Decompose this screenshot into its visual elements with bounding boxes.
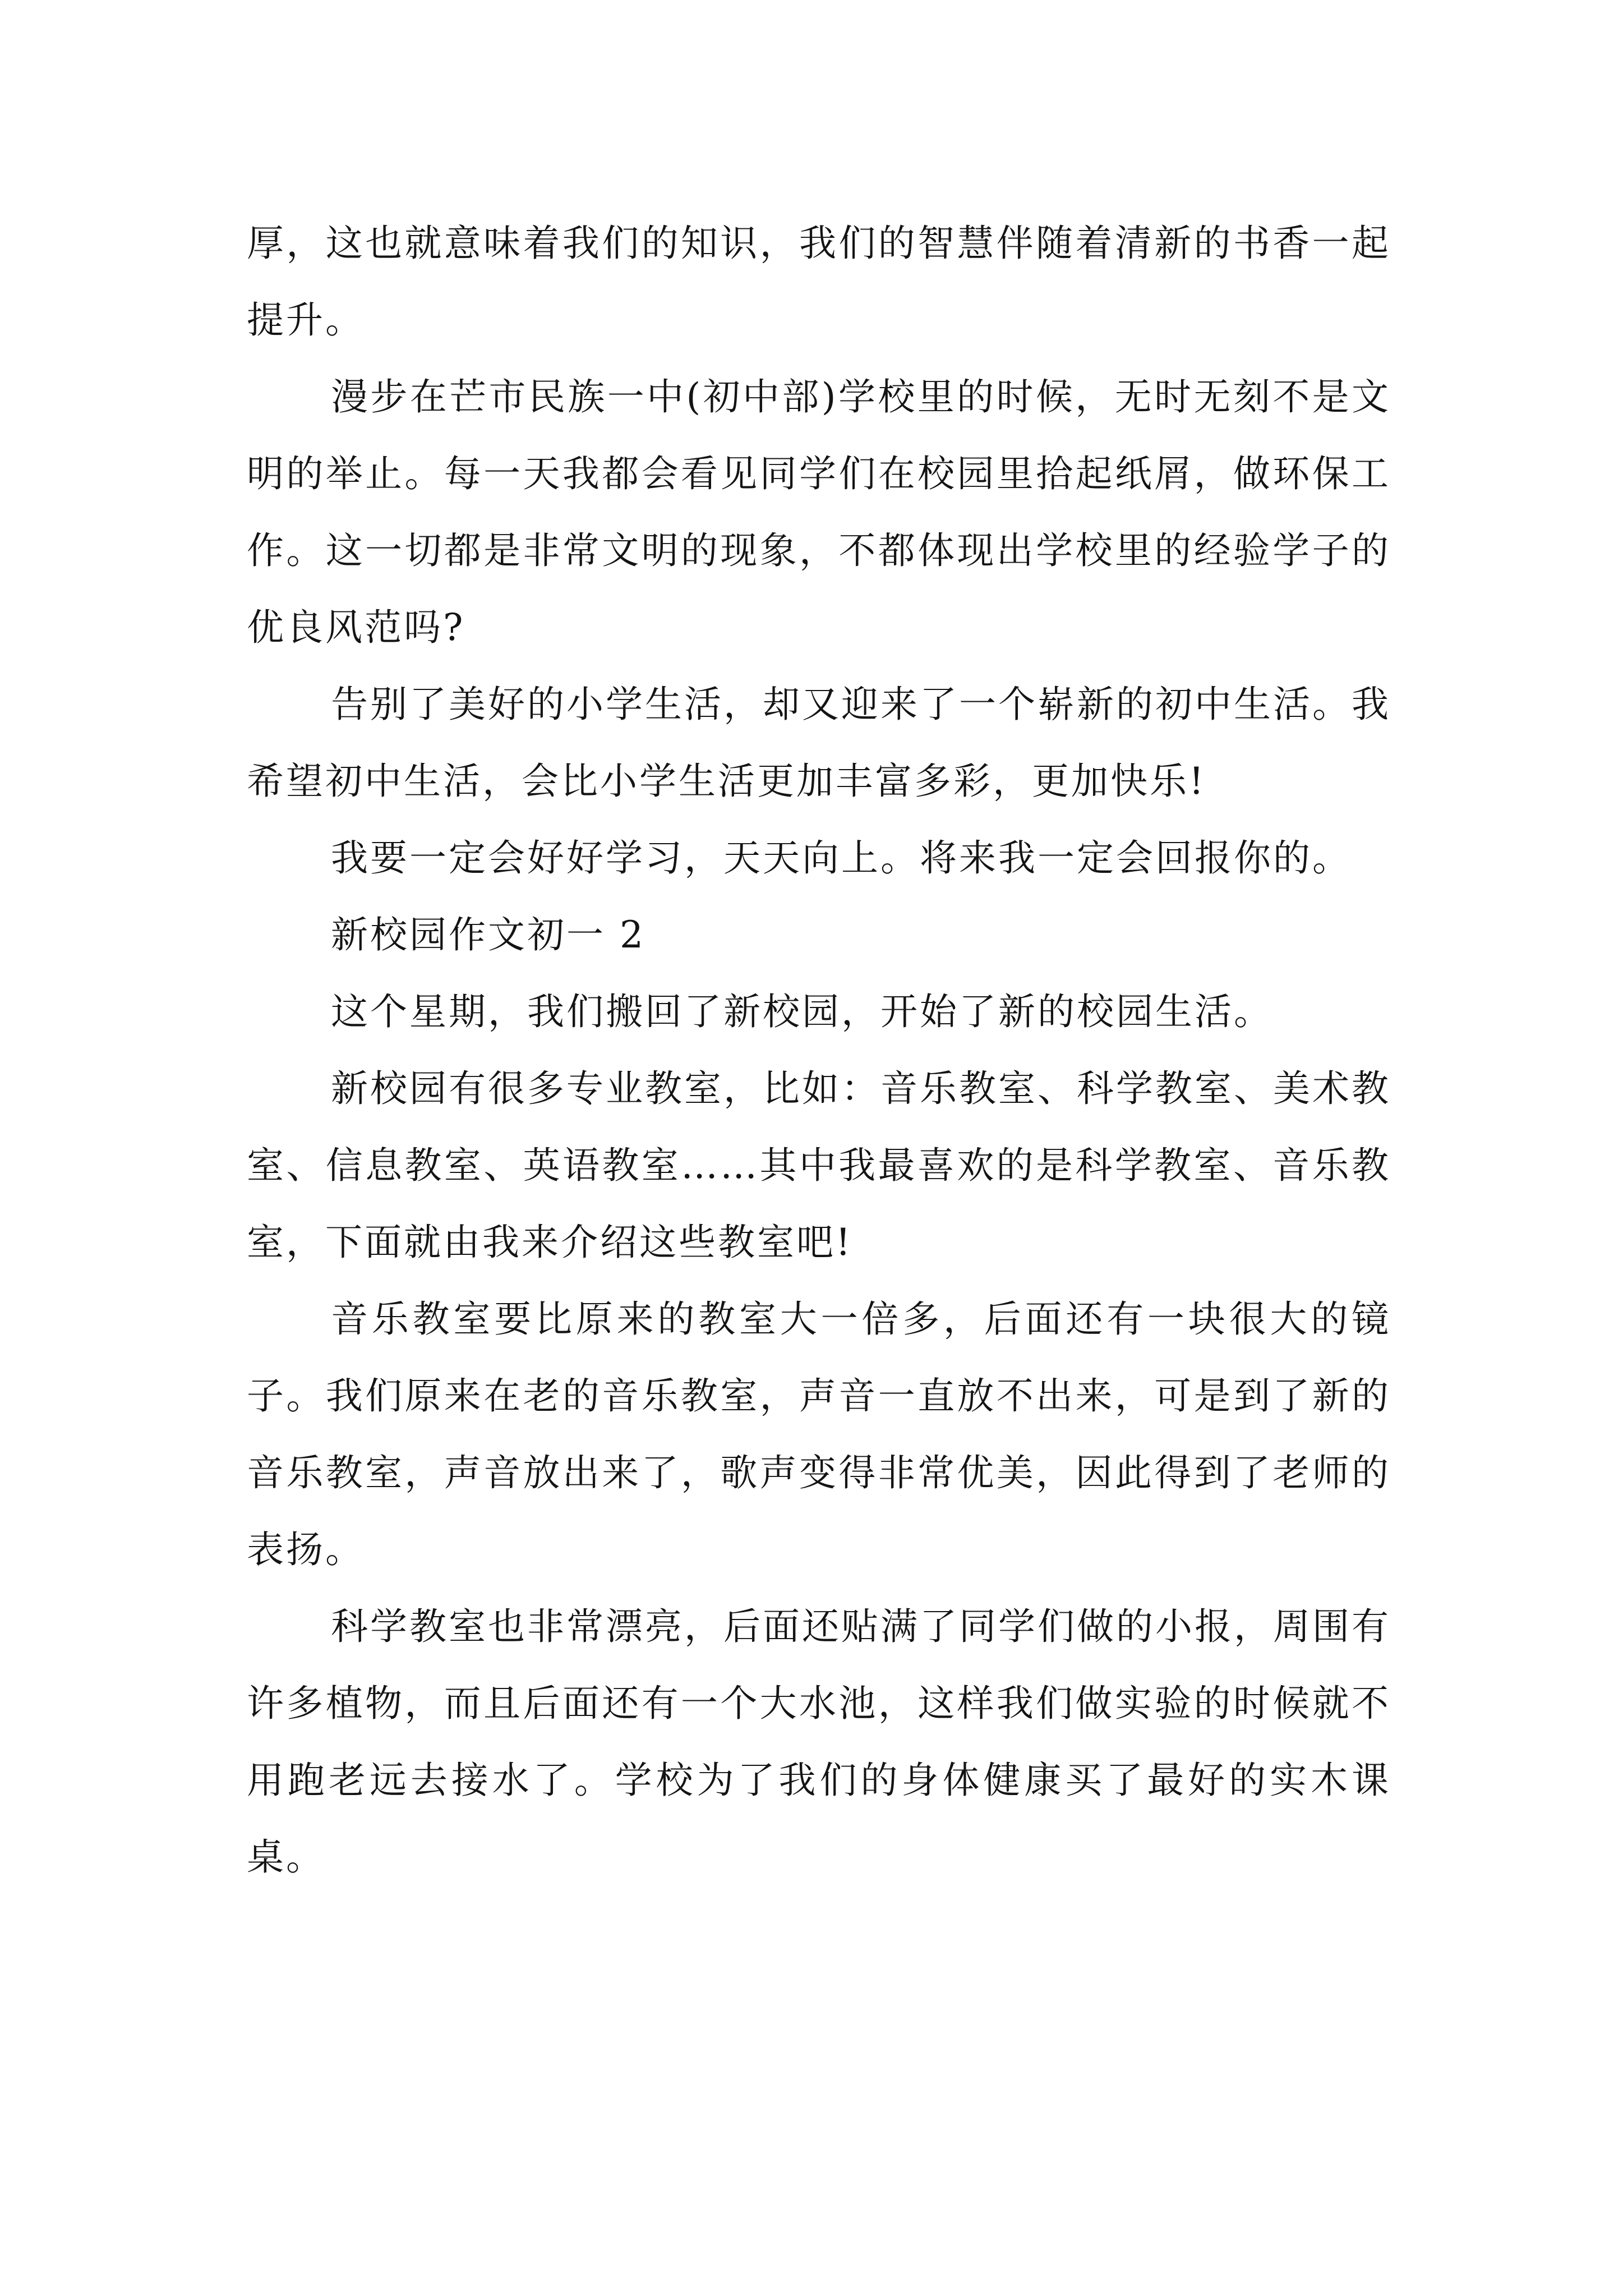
paragraph-special-classrooms: 新校园有很多专业教室，比如：音乐教室、科学教室、美术教室、信息教室、英语教室……其中我最喜欢的是科学教室、音乐教室，下面就由我来介绍这些教室吧! — [247, 1067, 1391, 1264]
essay-heading: 新校园作文初一 2 — [331, 913, 645, 956]
paragraph-new-campus: 这个星期，我们搬回了新校园，开始了新的校园生活。 — [331, 990, 1273, 1033]
paragraph-campus-walk: 漫步在芒市民族一中(初中部)学校里的时候，无时无刻不是文明的举止。每一天我都会看见同学们在校园里拾起纸屑，做环保工作。这一切都是非常文明的现象，不都体现出学校里的经验学子的优良风范吗? — [247, 375, 1391, 649]
paragraph-farewell-primary: 告别了美好的小学生活，却又迎来了一个崭新的初中生活。我希望初中生活，会比小学生活更加丰富多彩，更加快乐! — [247, 683, 1391, 803]
document-body — [247, 205, 1391, 1895]
paragraph-promise: 我要一定会好好学习，天天向上。将来我一定会回报你的。 — [331, 836, 1352, 880]
paragraph-music-room: 音乐教室要比原来的教室大一倍多，后面还有一块很大的镜子。我们原来在老的音乐教室，声音一直放不出来，可是到了新的音乐教室，声音放出来了，歌声变得非常优美，因此得到了老师的表扬。 — [247, 1297, 1391, 1571]
paragraph-science-room: 科学教室也非常漂亮，后面还贴满了同学们做的小报，周围有许多植物，而且后面还有一个大水池，这样我们做实验的时候就不用跑老远去接水了。学校为了我们的身体健康买了最好的实木课桌。 — [247, 1605, 1391, 1879]
paragraph-continuation: 厚，这也就意味着我们的知识，我们的智慧伴随着清新的书香一起提升。 — [247, 222, 1391, 342]
